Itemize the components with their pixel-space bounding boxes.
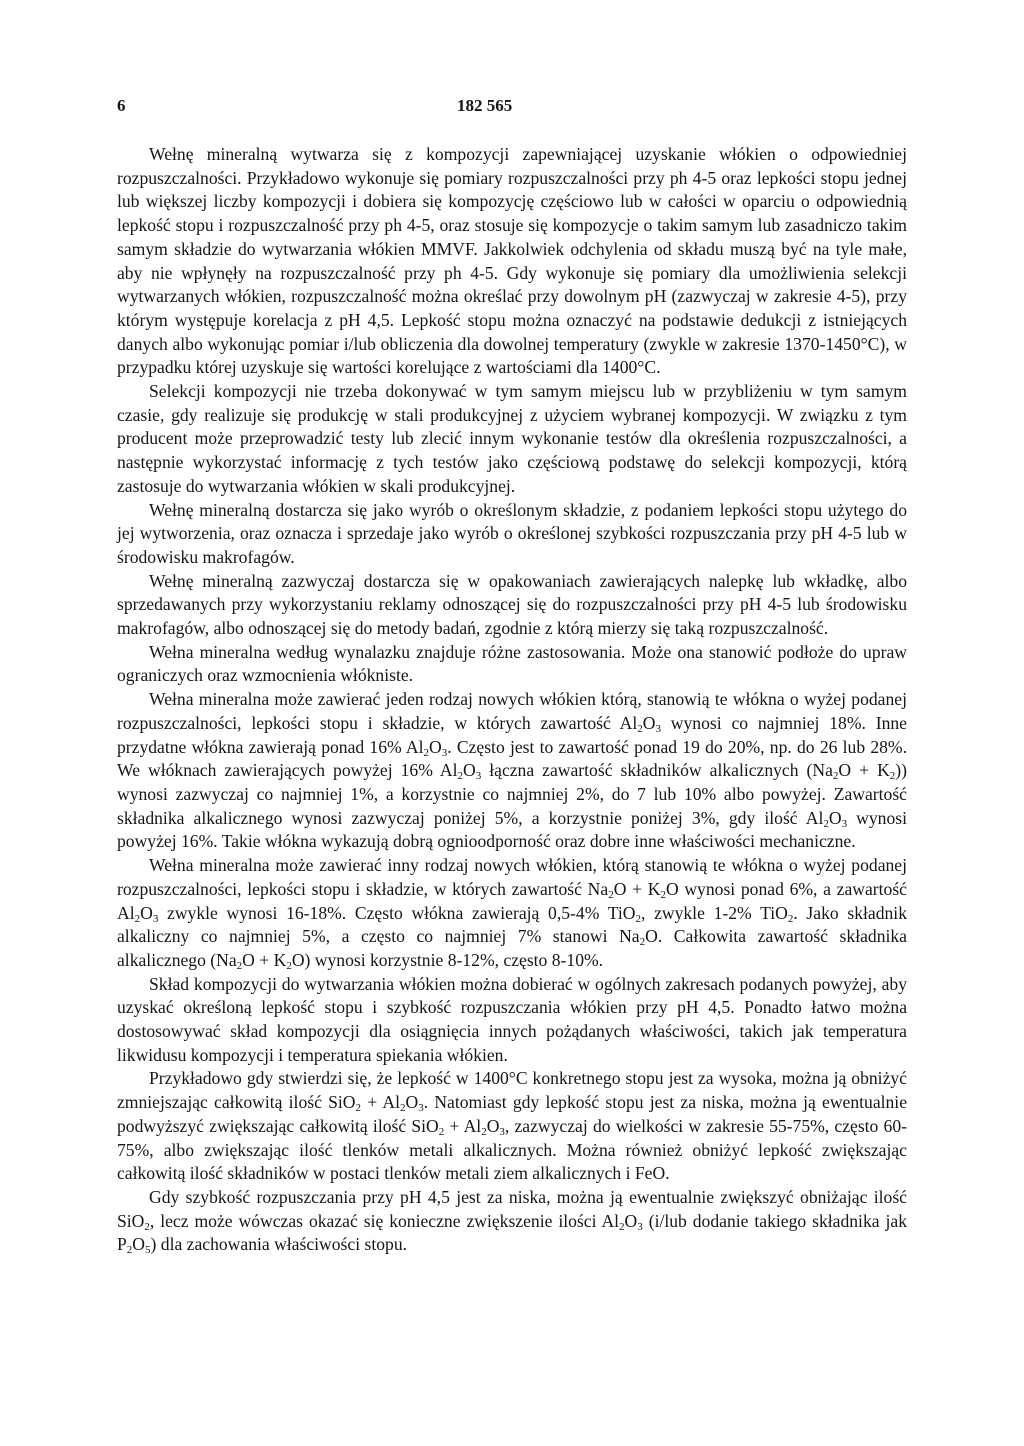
paragraph: Przykładowo gdy stwierdzi się, że lepkość w 1400°C konkretnego stopu jest za wysoka, można ją obniżyć zmniejszając całkowitą ilość $SiO_2 + Al_2O_3$. Natomiast gdy lepkość stopu jest za niska, można ją ewentualnie podwyższyć zwiększając całkowitą ilość $SiO_2 + Al_2O_3$, zazwyczaj do wielkości w zakresie 55-75%, często 60-75%, albo zwiększając ilość tlenków metali alkalicznych. Można również obniżyć lepkość zwiększając całkowitą ilość składników w postaci tlenków metali ziem alkalicznych i FeO. [117, 1068, 908, 1184]
paragraph: Wełnę mineralną wytwarza się z kompozycji zapewniającej uzyskanie włókien o odpowiedniej rozpuszczalności. Przykładowo wykonuje się pomiary rozpuszczalności przy ph 4-5 oraz lepkości stopu jednej lub większej liczby kompozycji i dobiera się kompozycję częściowo lub w całości w oparciu o odpowiednią lepkość stopu i rozpuszczalność przy ph 4-5, oraz stosuje się kompozycje o takim samym lub zasadniczo takim samym składzie do wytwarzania włókien MMVF. Jakkolwiek odchylenia od składu muszą być na tyle małe, aby nie wpłynęły na rozpuszczalność przy ph 4-5. Gdy wykonuje się pomiary dla umożliwienia selekcji wytwarzanych włókien, rozpuszczalność można określać przy dowolnym pH (zazwyczaj w zakresie 4-5), przy którym występuje korelacja z pH 4,5. Lepkość stopu można oznaczyć na podstawie dedukcji z istniejących danych albo wykonując pomiar i/lub obliczenia dla dowolnej temperatury (zwykle w zakresie 1370-1450°C), w przypadku której uzyskuje się wartości korelujące z wartościami dla 1400°C. [117, 144, 907, 378]
paragraph: Wełnę mineralną zazwyczaj dostarcza się w opakowaniach zawierających nalepkę lub wkładkę, albo sprzedawanych przy wykorzystaniu reklamy odnoszącej się do rozpuszczalności przy pH 4-5 lub środowisku makrofagów, albo odnoszącej się do metody badań, zgodnie z którą mierzy się taką rozpuszczalność. [117, 570, 907, 639]
paragraph: Selekcji kompozycji nie trzeba dokonywać w tym samym miejscu lub w przybliżeniu w tym samym czasie, gdy realizuje się produkcję w stali produkcyjnej z użyciem wybranej kompozycji. W związku z tym producent może przeprowadzić testy lub zlecić innym wykonanie testów dla określenia rozpuszczalności, a następnie wykorzystać informację z tych testów jako częściową podstawę do selekcji kompozycji, którą zastosuje do wytwarzania włókien w skali produkcyjnej. [117, 381, 907, 496]
page-header [117, 96, 907, 120]
paragraph: Wełnę mineralną dostarcza się jako wyrób o określonym składzie, z podaniem lepkości stopu użytego do jej wytworzenia, oraz oznacza i sprzedaje jako wyrób o określonej szybkości rozpuszczania przy pH 4-5 lub w środowisku makrofagów. [117, 499, 907, 567]
paragraph: Wełna mineralna może zawierać jeden rodzaj nowych włókien którą, stanowią te włókna o wyżej podanej rozpuszczalności, lepkości stopu i składzie, w których zawartość $Al_2O_3$ wynosi co najmniej 18%. Inne przydatne włókna zawierają ponad 16% $Al_2O_3$. Często jest to zawartość ponad 19 do 20%, np. do 26 lub 28%. We włóknach zawierających powyżej 16% $Al_2O_3$ łączna zawartość składników alkalicznych $(Na_2O + K_2)$) wynosi zazwyczaj co najmniej 1%, a korzystnie co najmniej 2%, do 7 lub 10% albo powyżej. Zawartość składnika alkalicznego wynosi zazwyczaj poniżej 5%, a korzystnie poniżej 3%, gdy ilość $Al_2O_3$ wynosi powyżej 16%. Takie włókna wykazują dobrą ognioodporność oraz dobre inne właściwości mechaniczne. [117, 689, 908, 852]
page-number: 6 [117, 96, 126, 115]
paragraph: Gdy szybkość rozpuszczania przy pH 4,5 jest za niska, można ją ewentualnie zwiększyć obniżając ilość SiO$_2$, lecz może wówczas okazać się konieczne zwiększenie ilości $Al_2O_3$ (i/lub dodanie takiego składnika jak $P_2O_5$) dla zachowania właściwości stopu. [117, 1186, 907, 1257]
paragraph: Wełna mineralna według wynalazku znajduje różne zastosowania. Może ona stanowić podłoże do upraw ograniczych oraz wzmocnienia włókniste. [117, 641, 907, 686]
patent-number: 182 565 [457, 96, 513, 115]
body-text [117, 143, 907, 1257]
paragraph: Wełna mineralna może zawierać inny rodzaj nowych włókien, którą stanowią te włókna o wyżej podanej rozpuszczalności, lepkości stopu i składzie, w których zawartość $Na_2O + K_2O$ wynosi ponad 6%, a zawartość $Al_2O_3$ zwykle wynosi 16-18%. Często włókna zawierają 0,5-4% TiO$_2$, zwykle 1-2% TiO$_2$. Jako składnik alkaliczny co najmniej 5%, a często co najmniej 7% stanowi $Na_2O$. Całkowita zawartość składnika alkalicznego $(Na_2O + K_2O)$ wynosi korzystnie 8-12%, często 8-10%. [117, 855, 907, 972]
paragraph: Skład kompozycji do wytwarzania włókien można dobierać w ogólnych zakresach podanych powyżej, aby uzyskać określoną lepkość stopu i szybkość rozpuszczania włókien przy pH 4,5. Ponadto łatwo można dostosowywać skład kompozycji dla osiągnięcia innych pożądanych właściwości, takich jak temperatura likwidusu kompozycji i temperatura spiekania włókien. [117, 973, 907, 1065]
